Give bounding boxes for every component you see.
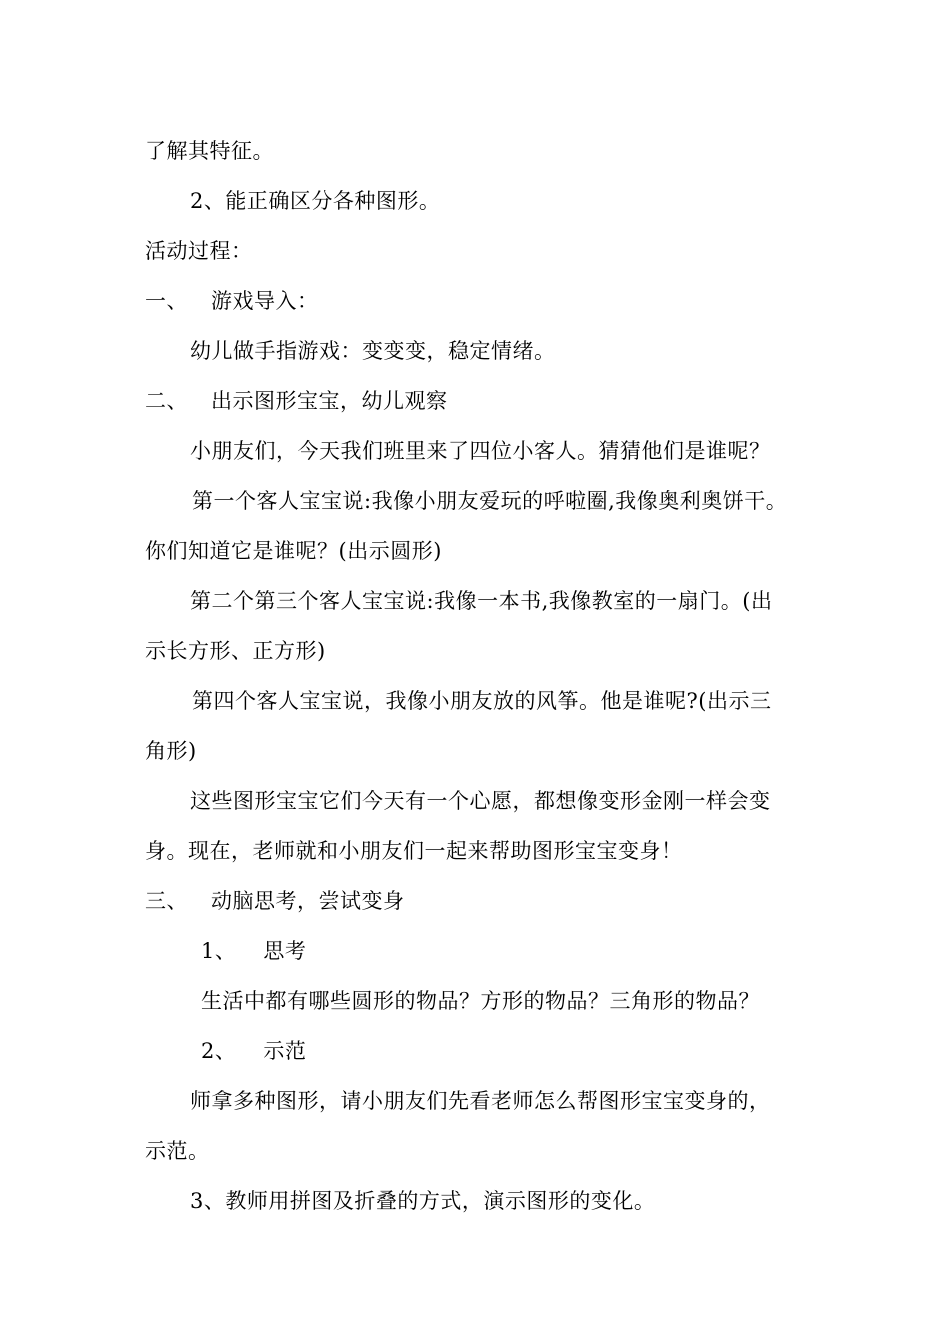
list-marker: 一、 [145, 289, 188, 313]
text-line: 3、教师用拼图及折叠的方式，演示图形的变化。 [190, 1189, 656, 1213]
text-line: 身。现在，老师就和小朋友们一起来帮助图形宝宝变身！ [145, 839, 683, 863]
text-line: 第四个客人宝宝说，我像小朋友放的风筝。他是谁呢?(出示三 [192, 689, 772, 713]
section-heading-process: 活动过程： [145, 239, 253, 263]
text-line: 生活中都有哪些圆形的物品？方形的物品？三角形的物品？ [201, 989, 760, 1013]
step-title: 出示图形宝宝，幼儿观察 [211, 389, 448, 413]
text-line: 小朋友们，今天我们班里来了四位小客人。猜猜他们是谁呢？ [190, 439, 771, 463]
sub-heading-1 [201, 936, 306, 966]
list-marker: 1、 [201, 939, 237, 963]
sub-heading-2 [201, 1036, 306, 1066]
step-heading-2 [145, 386, 448, 416]
text-line: 示长方形、正方形) [145, 639, 326, 663]
text-line: 示范。 [145, 1139, 210, 1163]
step-heading-1 [145, 286, 319, 316]
sub-title: 思考 [263, 939, 307, 963]
text-line: 你们知道它是谁呢？(出示圆形) [145, 539, 442, 563]
step-title: 动脑思考，尝试变身 [211, 889, 405, 913]
step-heading-3 [145, 886, 405, 916]
text-line: 了解其特征。 [145, 139, 274, 163]
text-line: 师拿多种图形，请小朋友们先看老师怎么帮图形宝宝变身的， [190, 1089, 771, 1113]
sub-title: 示范 [263, 1039, 307, 1063]
list-marker: 二、 [145, 389, 188, 413]
text-line: 第一个客人宝宝说:我像小朋友爱玩的呼啦圈,我像奥利奥饼干。 [192, 489, 788, 513]
text-line: 这些图形宝宝它们今天有一个心愿，都想像变形金刚一样会变 [190, 789, 771, 813]
list-marker: 三、 [145, 889, 188, 913]
text-line: 第二个第三个客人宝宝说:我像一本书,我像教室的一扇门。(出 [190, 589, 773, 613]
step-title: 游戏导入： [211, 289, 319, 313]
objective-item-2: 2、能正确区分各种图形。 [190, 189, 441, 213]
text-line: 幼儿做手指游戏：变变变，稳定情绪。 [190, 339, 556, 363]
text-line: 角形) [145, 739, 197, 763]
list-marker: 2、 [201, 1039, 237, 1063]
